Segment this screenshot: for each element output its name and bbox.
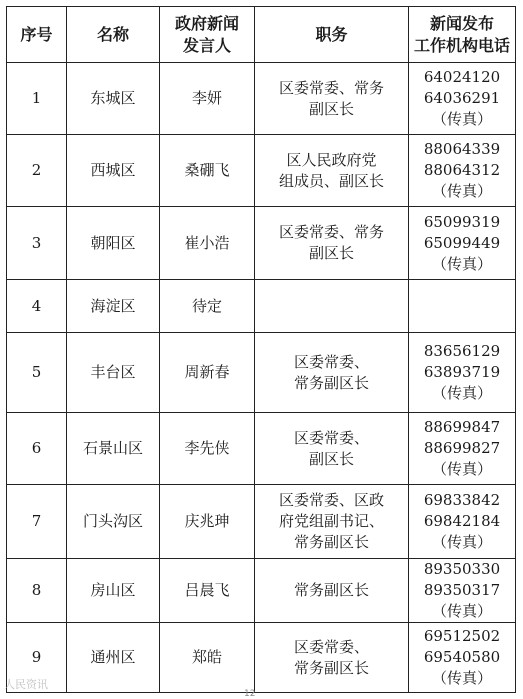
cell-name: 门头沟区 [67,485,160,559]
cell-spokesperson: 吕晨飞 [160,559,255,623]
cell-phone [409,63,516,135]
cell-phone [409,559,516,623]
phone-line: （传真） [431,460,492,478]
position-line: 区委常委、 [293,352,369,371]
header-name: 名称 [67,7,160,63]
cell-position [255,559,409,623]
phone-line: 69833842 [423,491,501,509]
phone-line: 63893719 [423,363,501,381]
cell-spokesperson: 周新春 [160,333,255,413]
cell-seq: 2 [7,135,67,207]
phone-line: （传真） [431,110,492,128]
cell-position [255,333,409,413]
table-header-row [7,7,516,63]
position-line: 区委常委、 [293,428,369,447]
cell-name: 海淀区 [67,280,160,333]
cell-name: 西城区 [67,135,160,207]
cell-position [255,623,409,693]
phone-line: （传真） [431,384,492,402]
position-line: 区委常委、区政 [278,491,384,509]
position-line: 常务副区长 [293,373,369,392]
cell-seq: 4 [7,280,67,333]
cell-name: 朝阳区 [67,207,160,280]
cell-phone [409,207,516,280]
table-row [7,485,516,559]
header-seq: 序号 [7,7,67,63]
phone-line: 89350317 [423,581,501,599]
cell-phone [409,135,516,207]
table-row [7,413,516,485]
cell-seq: 1 [7,63,67,135]
cell-name: 东城区 [67,63,160,135]
header-phone-line: 工作机构电话 [413,35,510,55]
cell-seq: 6 [7,413,67,485]
cell-position [255,63,409,135]
cell-seq: 7 [7,485,67,559]
phone-line: 88064312 [423,161,501,179]
cell-position [255,135,409,207]
phone-line: 65099319 [423,212,501,231]
cell-phone [409,413,516,485]
header-phone-line: 新闻发布 [429,13,494,33]
table-row [7,63,516,135]
cell-spokesperson: 郑皓 [160,623,255,693]
cell-position [255,485,409,559]
phone-line: 64024120 [423,68,501,86]
cell-name: 石景山区 [67,413,160,485]
cell-name: 房山区 [67,559,160,623]
cell-spokesperson: 待定 [160,280,255,333]
header-spokesperson [160,7,255,63]
cell-position [255,413,409,485]
position-line: 区委常委、 [293,637,369,656]
cell-phone [409,333,516,413]
phone-line: （传真） [431,533,492,551]
cell-seq: 9 [7,623,67,693]
phone-line: 88699847 [423,418,501,436]
position-line: 副区长 [308,99,354,118]
position-line: 常务副区长 [293,581,369,599]
table-row [7,559,516,623]
phone-line: （传真） [431,669,492,687]
position-line: 区人民政府党 [286,150,377,169]
position-line: 副区长 [308,244,354,262]
header-spokesperson-line: 政府新闻 [174,13,239,33]
table-body [7,63,516,693]
table-row [7,207,516,280]
position-line: 区委常委、常务 [278,223,384,241]
cell-phone [409,280,516,333]
phone-line: 65099449 [423,233,501,252]
position-line: 府党组副书记、 [278,512,384,530]
phone-line: （传真） [431,182,492,200]
position-line: 常务副区长 [293,658,369,677]
position-line: 区委常委、常务 [278,78,384,97]
cell-phone [409,485,516,559]
page-number: 12 [244,689,256,699]
cell-spokesperson: 桑硼飞 [160,135,255,207]
table-row [7,135,516,207]
cell-position [255,207,409,280]
cell-spokesperson: 庆兆珅 [160,485,255,559]
cell-name: 丰台区 [67,333,160,413]
table-row [7,333,516,413]
phone-line: 89350330 [423,560,501,578]
watermark-text: 人民资讯 [4,678,48,691]
table-row [7,623,516,693]
header-phone [409,7,516,63]
phone-line: （传真） [431,254,492,273]
position-line: 常务副区长 [293,533,369,551]
cell-seq: 3 [7,207,67,280]
cell-position [255,280,409,333]
header-position: 职务 [255,7,409,63]
cell-spokesperson: 李妍 [160,63,255,135]
phone-line: 69512502 [423,627,501,645]
position-line: 组成员、副区长 [278,171,384,190]
table-row [7,280,516,333]
phone-line: 83656129 [423,342,501,360]
phone-line: 69842184 [423,512,501,530]
cell-seq: 5 [7,333,67,413]
spokesperson-table [6,6,516,693]
cell-spokesperson: 崔小浩 [160,207,255,280]
phone-line: 88699827 [423,439,501,457]
position-line: 副区长 [308,449,354,468]
cell-spokesperson: 李先侠 [160,413,255,485]
cell-seq: 8 [7,559,67,623]
cell-name: 通州区 [67,623,160,693]
phone-line: （传真） [431,602,492,620]
header-spokesperson-line: 发言人 [182,35,231,55]
phone-line: 69540580 [423,648,501,666]
phone-line: 88064339 [423,140,501,158]
phone-line: 64036291 [423,89,501,107]
cell-phone [409,623,516,693]
